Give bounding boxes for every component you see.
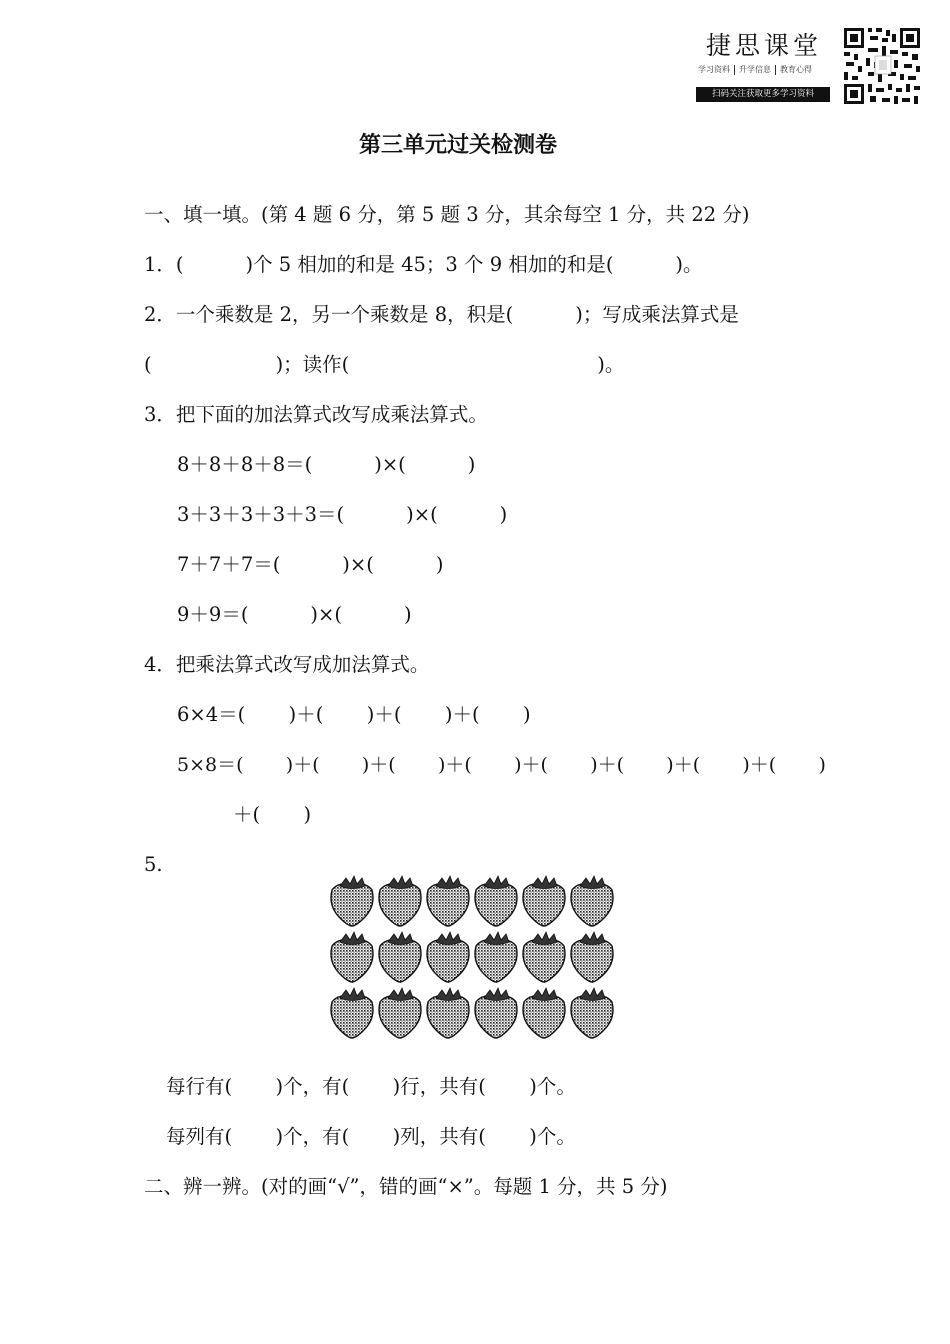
strawberry-icon <box>331 988 373 1038</box>
question-4-item-continued: ＋( ) <box>233 803 312 826</box>
strawberry-icon <box>427 988 469 1038</box>
strawberry-icon <box>379 988 421 1038</box>
question-5-column-line: 每列有( )个，有( )列，共有( )个。 <box>166 1125 576 1148</box>
strawberry-icon <box>475 932 517 982</box>
strawberry-icon <box>571 876 613 926</box>
strawberry-icon <box>523 988 565 1038</box>
strawberry-icon <box>571 932 613 982</box>
strawberry-icon <box>379 932 421 982</box>
strawberry-icon <box>571 988 613 1038</box>
brand-title: 捷思课堂 <box>706 31 823 60</box>
section1-heading: 一、填一填。(第 4 题 6 分，第 5 题 3 分，其余每空 1 分，共 22 分) <box>144 203 750 226</box>
question-5-row-line: 每行有( )个，有( )行，共有( )个。 <box>166 1075 576 1098</box>
question-1: 1．( )个 5 相加的和是 45；3 个 9 相加的和是( )。 <box>144 253 703 276</box>
question-5-label: 5. <box>144 853 163 876</box>
question-3-item: 7＋7＋7＝( )×( ) <box>177 553 444 576</box>
brand-link-admission: 升学信息 <box>739 65 771 74</box>
question-2-line2: ( )；读作( )。 <box>144 353 625 376</box>
strawberry-icon <box>475 876 517 926</box>
strawberry-icon <box>379 876 421 926</box>
strawberry-icon <box>523 876 565 926</box>
strawberry-icon <box>523 932 565 982</box>
brand-links <box>698 64 812 75</box>
section2-heading: 二、辨一辨。(对的画“√”，错的画“×”。每题 1 分，共 5 分) <box>144 1175 668 1198</box>
question-3-item: 8＋8＋8＋8＝( )×( ) <box>177 453 476 476</box>
brand-link-study: 学习资料 <box>698 65 730 74</box>
strawberry-icon <box>475 988 517 1038</box>
question-3-item: 9＋9＝( )×( ) <box>177 603 412 626</box>
question-3-heading: 3．把下面的加法算式改写成乘法算式。 <box>144 403 488 426</box>
brand-link-education: 教育心得 <box>780 65 812 74</box>
strawberry-icon <box>331 932 373 982</box>
brand-tagline: 扫码关注获取更多学习资料 <box>696 87 830 102</box>
question-4-item: 6×4＝( )＋( )＋( )＋( ) <box>177 703 531 726</box>
strawberry-grid <box>328 872 622 1044</box>
strawberry-icon <box>331 876 373 926</box>
question-3-item: 3＋3＋3＋3＋3＝( )×( ) <box>177 503 508 526</box>
strawberry-icon <box>427 932 469 982</box>
strawberry-icon <box>427 876 469 926</box>
question-4-heading: 4．把乘法算式改写成加法算式。 <box>144 653 430 676</box>
question-4-item: 5×8＝( )＋( )＋( )＋( )＋( )＋( )＋( )＋( ) <box>177 754 826 776</box>
question-2-line1: 2．一个乘数是 2，另一个乘数是 8，积是( )；写成乘法算式是 <box>144 303 739 326</box>
page-title: 第三单元过关检测卷 <box>359 133 558 158</box>
qr-code-icon <box>842 26 922 106</box>
